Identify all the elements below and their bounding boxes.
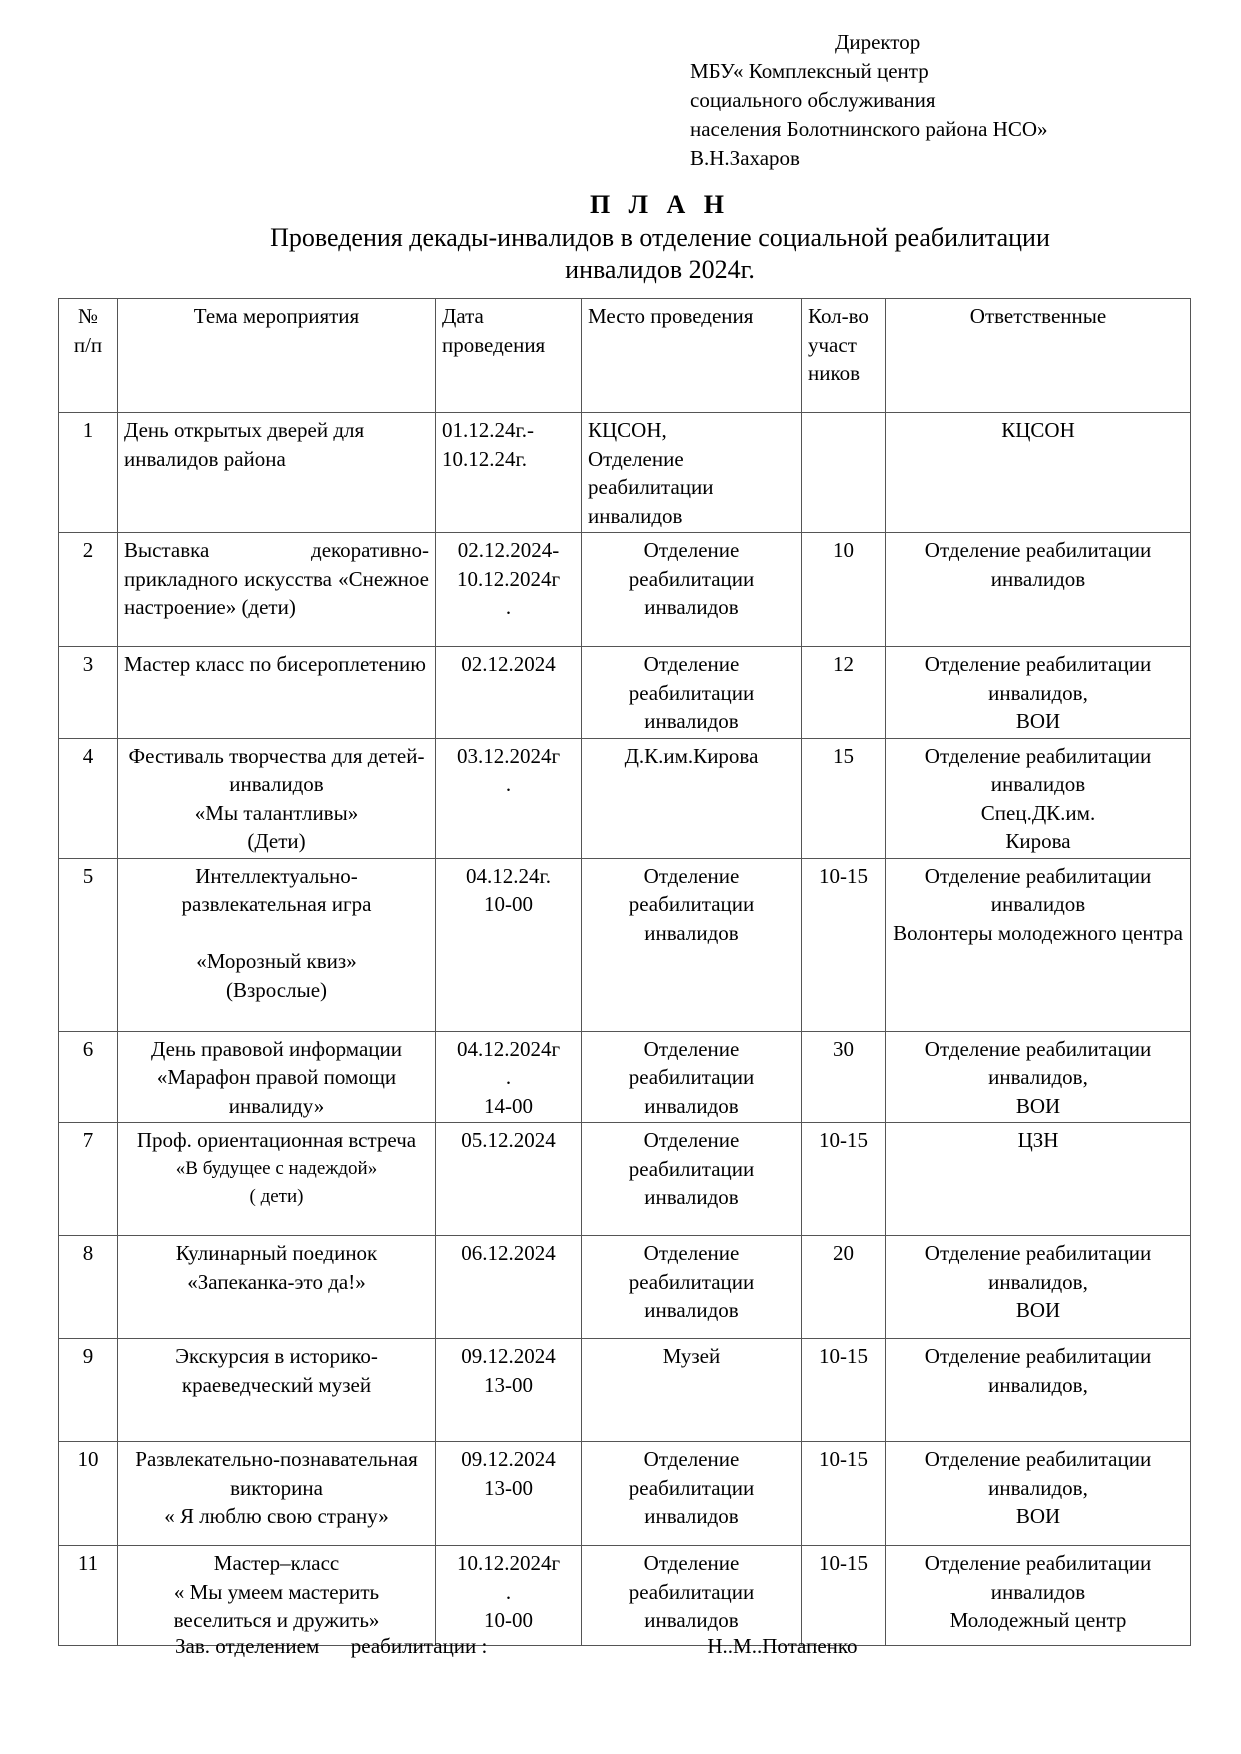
table-row [59, 533, 1191, 647]
row-place: Д.К.им.Кирова [582, 738, 802, 858]
row-number: 9 [59, 1339, 118, 1442]
table-row [59, 1546, 1191, 1646]
row-place: Отделение реабилитации инвалидов [582, 858, 802, 1031]
row-place: Отделение реабилитации инвалидов [582, 1546, 802, 1646]
table-row [59, 413, 1191, 533]
row-responsible: КЦСОН [886, 413, 1191, 533]
header-topic: Тема мероприятия [118, 299, 436, 413]
row-topic: Фестиваль творчества для детей-инвалидов «Мы талантливы» (Дети) [118, 738, 436, 858]
table-row [59, 1339, 1191, 1442]
row-date: 09.12.2024 13-00 [436, 1442, 582, 1546]
row-date: 06.12.2024 [436, 1236, 582, 1339]
row-count: 15 [802, 738, 886, 858]
row-place: Отделение реабилитации инвалидов [582, 647, 802, 739]
row-place: КЦСОН, Отделение реабилитации инвалидов [582, 413, 802, 533]
approval-line: населения Болотнинского района НСО» [690, 117, 1048, 141]
table-row [59, 647, 1191, 739]
table-row [59, 738, 1191, 858]
row-count: 10-15 [802, 1123, 886, 1236]
document-subtitle [0, 222, 1241, 286]
row-topic: Интеллектуально-развлекательная игра «Морозный квиз» (Взрослые) [118, 858, 436, 1031]
row-place: Музей [582, 1339, 802, 1442]
header-count: Кол-во участ ников [802, 299, 886, 413]
row-topic: Развлекательно-познавательная викторина « Я люблю свою страну» [118, 1442, 436, 1546]
subtitle-line: инвалидов 2024г. [565, 255, 755, 284]
header-date: Дата проведения [436, 299, 582, 413]
row-count: 12 [802, 647, 886, 739]
row-number: 10 [59, 1442, 118, 1546]
row-topic: Проф. ориентационная встреча [136, 1128, 417, 1152]
row-number: 5 [59, 858, 118, 1031]
table-row [59, 1123, 1191, 1236]
table-row [59, 858, 1191, 1031]
row-place: Отделение реабилитации инвалидов [582, 1031, 802, 1123]
row-number: 4 [59, 738, 118, 858]
row-date: 04.12.2024г . 14-00 [436, 1031, 582, 1123]
row-responsible: Отделение реабилитации инвалидов, ВОИ [886, 1236, 1191, 1339]
row-place: Отделение реабилитации инвалидов [582, 1123, 802, 1236]
row-responsible: Отделение реабилитации инвалидов, [886, 1339, 1191, 1442]
row-number: 1 [59, 413, 118, 533]
table-header-row [59, 299, 1191, 413]
row-date: 02.12.2024 [436, 647, 582, 739]
row-count: 10 [802, 533, 886, 647]
row-number: 8 [59, 1236, 118, 1339]
row-date: 01.12.24г.- 10.12.24г. [436, 413, 582, 533]
approval-line: МБУ« Комплексный центр [690, 59, 929, 83]
row-place: Отделение реабилитации инвалидов [582, 1442, 802, 1546]
row-number: 6 [59, 1031, 118, 1123]
row-responsible: Отделение реабилитации инвалидов Волонтеры молодежного центра [886, 858, 1191, 1031]
row-number: 11 [59, 1546, 118, 1646]
table-row [59, 1031, 1191, 1123]
row-topic-cell [118, 1123, 436, 1236]
row-date: 10.12.2024г . 10-00 [436, 1546, 582, 1646]
approval-line: социального обслуживания [690, 88, 936, 112]
row-count: 10-15 [802, 858, 886, 1031]
row-topic: Выставка декоративно-прикладного искусства «Снежное настроение» (дети) [118, 533, 436, 647]
row-topic: День правовой информации «Марафон правой помощи инвалиду» [118, 1031, 436, 1123]
row-count: 10-15 [802, 1442, 886, 1546]
row-number: 2 [59, 533, 118, 647]
row-number: 3 [59, 647, 118, 739]
row-topic: Мастер класс по бисероплетению [118, 647, 436, 739]
signature-position: Зав. отделением реабилитации : [175, 1634, 488, 1658]
row-responsible: Отделение реабилитации инвалидов, ВОИ [886, 1442, 1191, 1546]
row-responsible: Отделение реабилитации инвалидов Молодежный центр [886, 1546, 1191, 1646]
row-place: Отделение реабилитации инвалидов [582, 533, 802, 647]
table-row [59, 1236, 1191, 1339]
row-date: 04.12.24г. 10-00 [436, 858, 582, 1031]
approval-block [690, 28, 1210, 173]
header-number: № п/п [59, 299, 118, 413]
row-topic: Кулинарный поединок «Запеканка-это да!» [118, 1236, 436, 1339]
row-responsible: Отделение реабилитации инвалидов, ВОИ [886, 647, 1191, 739]
signature-line [175, 1634, 858, 1659]
row-responsible: ЦЗН [886, 1123, 1191, 1236]
row-topic: Мастер–класс « Мы умеем мастерить веселиться и дружить» [118, 1546, 436, 1646]
row-date: 02.12.2024- 10.12.2024г . [436, 533, 582, 647]
row-responsible: Отделение реабилитации инвалидов [886, 533, 1191, 647]
subtitle-line: Проведения декады-инвалидов в отделение социальной реабилитации [270, 223, 1050, 252]
row-count: 10-15 [802, 1339, 886, 1442]
row-topic: Экскурсия в историко-краеведческий музей [118, 1339, 436, 1442]
row-date: 03.12.2024г . [436, 738, 582, 858]
row-place: Отделение реабилитации инвалидов [582, 1236, 802, 1339]
plan-table [58, 298, 1191, 1646]
row-topic-subtitle: «В будущее с надеждой» ( дети) [175, 1157, 378, 1207]
row-count: 30 [802, 1031, 886, 1123]
row-date: 09.12.2024 13-00 [436, 1339, 582, 1442]
row-date: 05.12.2024 [436, 1123, 582, 1236]
table-row [59, 1442, 1191, 1546]
row-count: 10-15 [802, 1546, 886, 1646]
approval-line: Директор [835, 30, 921, 54]
row-number: 7 [59, 1123, 118, 1236]
row-topic: День открытых дверей для инвалидов района [118, 413, 436, 533]
header-responsible: Ответственные [886, 299, 1191, 413]
row-responsible: Отделение реабилитации инвалидов Спец.ДК.им. Кирова [886, 738, 1191, 858]
document-title: П Л А Н [589, 190, 731, 219]
signature-name: Н..М..Потапенко [707, 1634, 858, 1658]
row-count [802, 413, 886, 533]
row-responsible: Отделение реабилитации инвалидов, ВОИ [886, 1031, 1191, 1123]
row-count: 20 [802, 1236, 886, 1339]
header-place: Место проведения [582, 299, 802, 413]
approval-line: В.Н.Захаров [690, 146, 800, 170]
